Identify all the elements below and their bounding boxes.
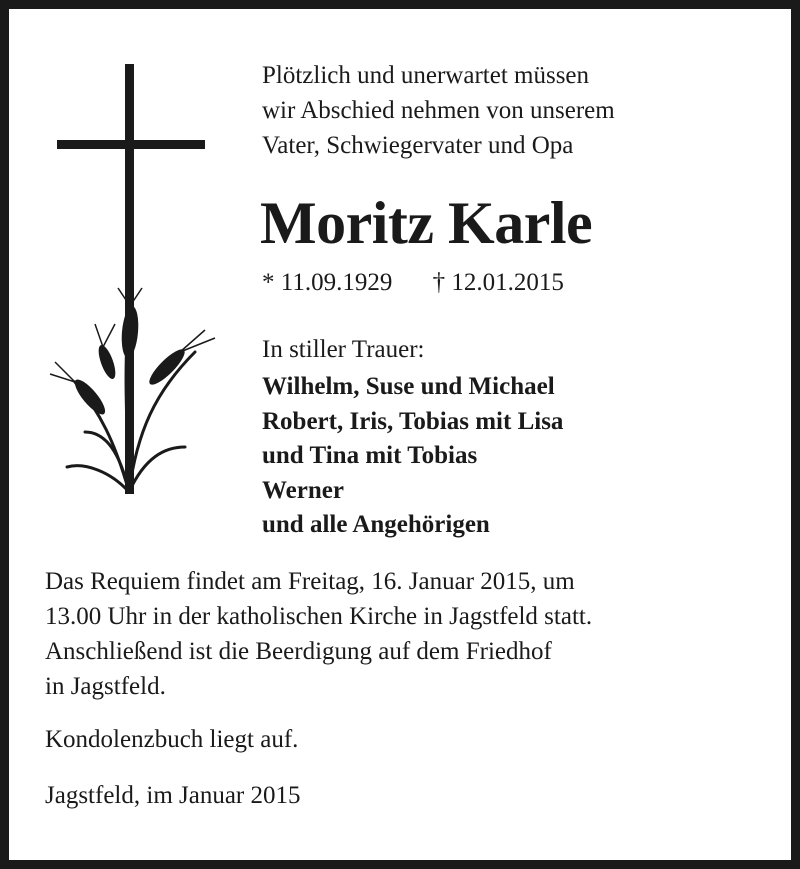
mourner-line: Werner bbox=[262, 476, 344, 504]
cross-with-wheat-icon bbox=[45, 62, 235, 502]
life-dates bbox=[262, 265, 564, 301]
mourner-line: und alle Angehörigen bbox=[262, 511, 490, 538]
birth-date: * 11.09.1929 bbox=[262, 269, 393, 296]
mourner-line: Robert, Iris, Tobias mit Lisa bbox=[262, 407, 564, 435]
notice-line: 13.00 Uhr in der katholischen Kirche in Jagstfeld statt. bbox=[45, 603, 593, 630]
funeral-notice bbox=[45, 564, 592, 704]
deceased-name: Moritz Karle bbox=[260, 190, 593, 256]
intro-line: wir Abschied nehmen von unserem bbox=[262, 97, 615, 124]
place-date: Jagstfeld, im Januar 2015 bbox=[45, 782, 301, 809]
intro-line: Vater, Schwiegervater und Opa bbox=[262, 132, 574, 159]
mourner-line: Wilhelm, Suse und Michael bbox=[262, 373, 555, 400]
mourning-label: In stiller Trauer: bbox=[262, 336, 425, 363]
intro-text bbox=[262, 58, 615, 163]
death-date: † 12.01.2015 bbox=[432, 269, 564, 296]
notice-line: Das Requiem findet am Freitag, 16. Januar 2015, um bbox=[45, 568, 575, 595]
condolence-note: Kondolenzbuch liegt auf. bbox=[45, 726, 299, 753]
mourners-list bbox=[262, 370, 563, 543]
intro-line: Plötzlich und unerwartet müssen bbox=[262, 62, 590, 89]
mourner-line: und Tina mit Tobias bbox=[262, 442, 478, 469]
notice-line: Anschließend ist die Beerdigung auf dem Friedhof bbox=[45, 638, 552, 665]
notice-line: in Jagstfeld. bbox=[45, 673, 166, 700]
